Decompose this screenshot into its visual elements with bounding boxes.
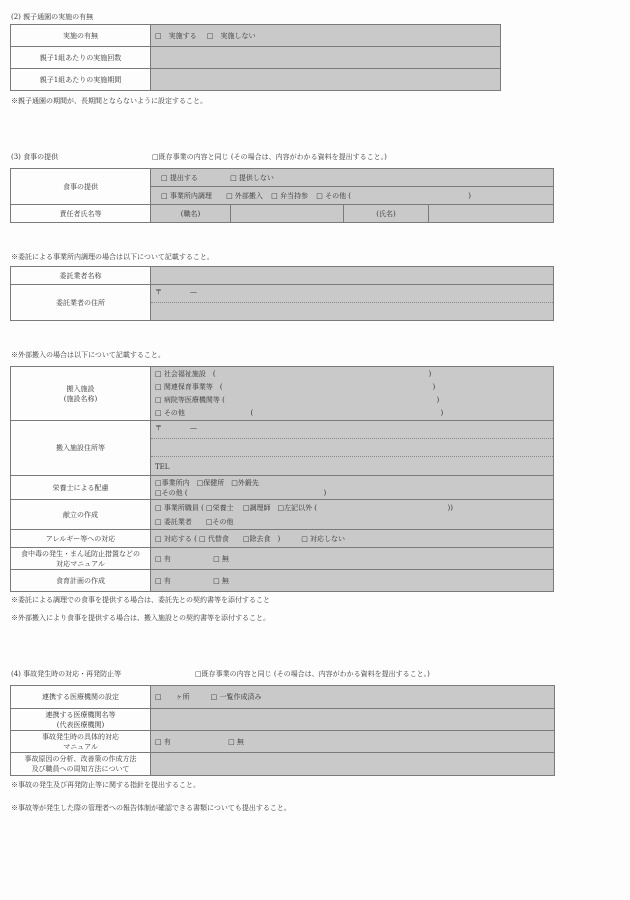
food-edu-option-yes[interactable]: □ 有 bbox=[155, 576, 171, 585]
poison-label-line1: 食中毒の発生・まん延防止措置などの bbox=[21, 549, 140, 558]
implementation-options[interactable] bbox=[151, 25, 501, 47]
job-title-field[interactable] bbox=[231, 205, 344, 223]
nutritionist-line2[interactable]: □その他 ( ) bbox=[155, 488, 327, 497]
label-person-name: (氏名) bbox=[344, 205, 429, 223]
accident-manual-label-line1: 事故発生時の具体的対応 bbox=[42, 732, 119, 741]
label-medical-institution-setting: 連携する医療機関の設定 bbox=[11, 686, 151, 709]
analysis-label-line1: 事故原因の分析、改善策の作成方法 bbox=[24, 755, 137, 763]
label-nutritionist: 栄養士による配慮 bbox=[11, 476, 151, 500]
label-accident-manual bbox=[11, 731, 151, 753]
facility-option-other[interactable]: □ その他 ( ) bbox=[155, 409, 444, 417]
label-medical-institution-name bbox=[11, 709, 151, 731]
option-not-implement[interactable]: □ 実施しない bbox=[206, 31, 256, 40]
facility-option-childcare[interactable]: □ 関連保育事業等 ( ) bbox=[155, 383, 436, 391]
analysis-label-line2: 及び職員への周知方法について bbox=[31, 765, 130, 773]
label-implementation: 実施の有無 bbox=[11, 25, 151, 47]
facility-options[interactable] bbox=[151, 367, 554, 421]
menu-line2[interactable]: □ 委託業者 □その他 bbox=[155, 517, 234, 526]
label-accident-analysis bbox=[11, 753, 151, 776]
label-delivery-facility bbox=[11, 367, 151, 421]
food-poisoning-options[interactable] bbox=[151, 548, 554, 570]
facility-address-line[interactable] bbox=[151, 439, 553, 457]
accident-manual-options[interactable] bbox=[151, 731, 555, 753]
option-other[interactable]: □ その他 ( bbox=[316, 191, 352, 200]
label-consign-name: 委託業者名称 bbox=[11, 267, 151, 285]
option-external-delivery[interactable]: □ 外部搬入 bbox=[226, 191, 263, 200]
label-food-education-plan: 食育計画の作成 bbox=[11, 570, 151, 592]
meal-note-2: ※外部搬入により食事を提供する場合は、搬入施設との契約書等を添付すること。 bbox=[11, 614, 270, 622]
menu-line1[interactable]: □ 事業所職員 ( □栄養士 □調理師 □左記以外 ( )) bbox=[155, 503, 453, 512]
poison-label-line2: 対応マニュアル bbox=[56, 559, 105, 568]
facility-postal[interactable]: 〒 — bbox=[151, 421, 553, 439]
medical-institution-name-field[interactable] bbox=[151, 709, 555, 731]
accident-manual-yes[interactable]: □ 有 bbox=[155, 737, 171, 746]
medical-institution-setting-options[interactable]: □ ヶ所 □ 一覧作成済み bbox=[151, 686, 555, 709]
food-edu-option-no[interactable]: □ 無 bbox=[213, 576, 229, 585]
option-bring-lunch[interactable]: □ 弁当持参 bbox=[271, 191, 308, 200]
other-close-paren: ) bbox=[468, 191, 471, 200]
label-consign-address: 委託業者の住所 bbox=[11, 285, 151, 321]
option-in-house-cooking[interactable]: □ 事業所内調理 bbox=[161, 191, 212, 200]
label-count-per-pair: 親子1組あたりの実施回数 bbox=[11, 47, 151, 69]
consign-note: ※委託による事業所内調理の場合は以下について記載すること。 bbox=[11, 253, 214, 261]
meal-note-1: ※委託による調理での食事を提供する場合は、委託先との契約書等を添付すること bbox=[11, 596, 270, 604]
label-allergy: アレルギー等への対応 bbox=[11, 530, 151, 548]
nutritionist-options[interactable] bbox=[151, 476, 554, 500]
meal-provision-table bbox=[10, 168, 554, 223]
section-3-heading: (3) 食事の提供 bbox=[11, 153, 59, 161]
count-per-pair-field[interactable] bbox=[151, 47, 501, 69]
person-name-field[interactable] bbox=[429, 205, 554, 223]
facility-label-sub: (施設名称) bbox=[63, 394, 98, 403]
label-job-title: (職名) bbox=[151, 205, 231, 223]
consign-address-field[interactable] bbox=[151, 285, 554, 321]
food-education-options[interactable] bbox=[151, 570, 554, 592]
label-meal-provision: 食事の提供 bbox=[11, 169, 151, 205]
section-4-same-as-existing[interactable]: □既存事業の内容と同じ (その場合は、内容がわかる資料を提出すること。) bbox=[195, 670, 430, 678]
external-note: ※外部搬入の場合は以下について記載すること。 bbox=[11, 351, 165, 359]
section-2-heading: (2) 親子通園の実施の有無 bbox=[11, 13, 94, 21]
medical-name-label-line2: (代表医療機関) bbox=[56, 720, 105, 729]
poison-option-yes[interactable]: □ 有 bbox=[155, 554, 171, 563]
nutritionist-line1[interactable]: □事業所内 □保健所 □外鍛先 bbox=[155, 478, 259, 487]
external-delivery-table bbox=[10, 366, 554, 592]
poison-option-no[interactable]: □ 無 bbox=[213, 554, 229, 563]
consign-table bbox=[10, 266, 554, 321]
label-facility-address: 搬入施設住所等 bbox=[11, 421, 151, 476]
medical-name-label-line1: 連携する医療機関名等 bbox=[45, 710, 116, 719]
facility-tel[interactable]: TEL bbox=[155, 463, 170, 471]
accident-manual-no[interactable]: □ 無 bbox=[228, 737, 244, 746]
consign-name-field[interactable] bbox=[151, 267, 554, 285]
allergy-options[interactable]: □ 対応する ( □ 代替食 □除去食 ) □ 対応しない bbox=[151, 530, 554, 548]
consign-postal[interactable]: 〒 — bbox=[151, 285, 553, 303]
label-menu-creation: 献立の作成 bbox=[11, 500, 151, 530]
period-per-pair-field[interactable] bbox=[151, 69, 501, 91]
section-4-heading: (4) 事故発生時の対応・再発防止等 bbox=[11, 670, 122, 678]
label-manager-name: 責任者氏名等 bbox=[11, 205, 151, 223]
accident-note-2: ※事故等が発生した際の管理者への報告体制が確認できる書類についても提出すること。 bbox=[11, 804, 291, 812]
accident-manual-label-line2: マニュアル bbox=[63, 742, 98, 751]
parent-child-attendance-table bbox=[10, 24, 501, 91]
meal-provision-line1[interactable] bbox=[151, 169, 554, 187]
label-food-poisoning-manual bbox=[11, 548, 151, 570]
facility-label-main: 搬入施設 bbox=[66, 384, 95, 393]
accident-response-table bbox=[10, 685, 555, 776]
facility-option-welfare[interactable]: □ 社会福祉施設 ( ) bbox=[155, 370, 432, 378]
label-period-per-pair: 親子1組あたりの実施期間 bbox=[11, 69, 151, 91]
accident-note-1: ※事故の発生及び再発防止等に関する指針を提出すること。 bbox=[11, 781, 200, 789]
accident-analysis-field[interactable] bbox=[151, 753, 555, 776]
option-provide[interactable]: □ 提出する bbox=[161, 173, 198, 182]
facility-address-field[interactable] bbox=[151, 421, 554, 476]
option-not-provide[interactable]: □ 提供しない bbox=[230, 173, 274, 182]
option-implement[interactable]: □ 実施する bbox=[155, 31, 197, 40]
section-2-note: ※親子通園の期間が、長期間とならないように設定すること。 bbox=[11, 97, 207, 105]
consign-address-line[interactable] bbox=[151, 303, 553, 320]
section-3-same-as-existing[interactable]: □既存事業の内容と同じ (その場合は、内容がわかる資料を提出すること。) bbox=[152, 153, 387, 161]
menu-options[interactable] bbox=[151, 500, 554, 530]
facility-option-hospital[interactable]: □ 病院等医療機関等 ( ) bbox=[155, 396, 440, 404]
meal-provision-line2[interactable] bbox=[151, 187, 554, 205]
